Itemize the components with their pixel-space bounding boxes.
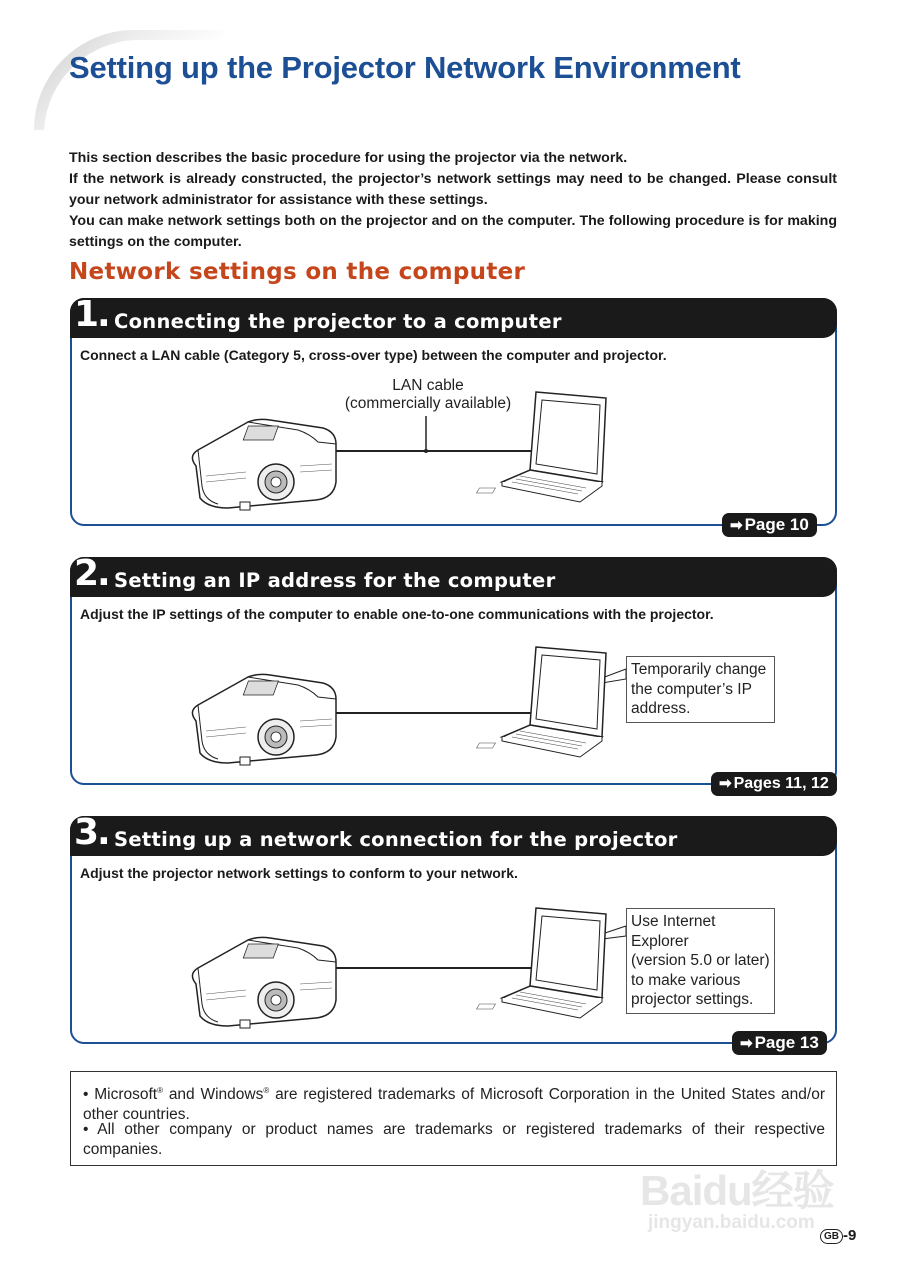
step-title: Setting up a network connection for the projector	[114, 828, 678, 851]
lan-cable-label: LAN cable (commercially available)	[344, 377, 512, 412]
trademark-notice	[70, 1071, 837, 1166]
projector-icon	[192, 674, 336, 765]
connection-illustration	[70, 298, 837, 526]
projector-icon	[192, 937, 336, 1028]
step-number: 3.	[74, 812, 109, 853]
callout-box: Use Internet Explorer (version 5.0 or later) to make various projector settings.	[626, 908, 775, 1014]
intro-paragraph: If the network is already constructed, the projector’s network settings may need to be changed. Please consult your network administrator for assistance with these settings.	[69, 171, 837, 208]
laptop-icon	[477, 647, 606, 757]
step-description: Adjust the projector network settings to conform to your network.	[80, 865, 518, 881]
step-3	[70, 812, 837, 1052]
section-heading: Network settings on the computer	[69, 259, 526, 285]
step-description: Adjust the IP settings of the computer to enable one-to-one communications with the projector.	[80, 606, 714, 622]
callout-box: Temporarily change the computer’s IP address.	[626, 656, 775, 723]
step-number: 1.	[74, 294, 109, 335]
watermark-logo: Baidu经验	[640, 1167, 834, 1214]
step-title: Connecting the projector to a computer	[114, 310, 562, 333]
trademark-item: • All other company or product names are trademarks or registered trademarks of their respective companies.	[83, 1121, 825, 1158]
intro-paragraph: You can make network settings both on the projector and on the computer. The following procedure is for making settings on the computer.	[69, 213, 837, 250]
region-badge: GB	[820, 1229, 843, 1244]
laptop-icon	[477, 392, 606, 502]
arrow-icon: ➡	[719, 775, 732, 792]
watermark-url: jingyan.baidu.com	[648, 1212, 815, 1233]
arrow-icon: ➡	[740, 1035, 753, 1052]
page-reference[interactable]: ➡ Pages 11, 12	[711, 772, 837, 796]
page-reference[interactable]: ➡ Page 10	[722, 513, 817, 537]
step-title: Setting an IP address for the computer	[114, 569, 556, 592]
intro-paragraph: This section describes the basic procedure for using the projector via the network.	[69, 150, 628, 166]
step-2	[70, 553, 837, 792]
projector-icon	[192, 419, 336, 510]
page-title: Setting up the Projector Network Environment	[69, 50, 741, 85]
page-reference[interactable]: ➡ Page 13	[732, 1031, 827, 1055]
arrow-icon: ➡	[730, 517, 743, 534]
step-number: 2.	[74, 553, 109, 594]
trademark-item: • Microsoft® and Windows® are registered trademarks of Microsoft Corporation in the United States and/or other countries.	[83, 1086, 825, 1123]
step-1	[70, 294, 837, 534]
step-description: Connect a LAN cable (Category 5, cross-over type) between the computer and projector.	[80, 347, 667, 363]
intro-text	[69, 148, 837, 253]
page-number: GB -9	[820, 1227, 856, 1244]
laptop-icon	[477, 908, 606, 1018]
